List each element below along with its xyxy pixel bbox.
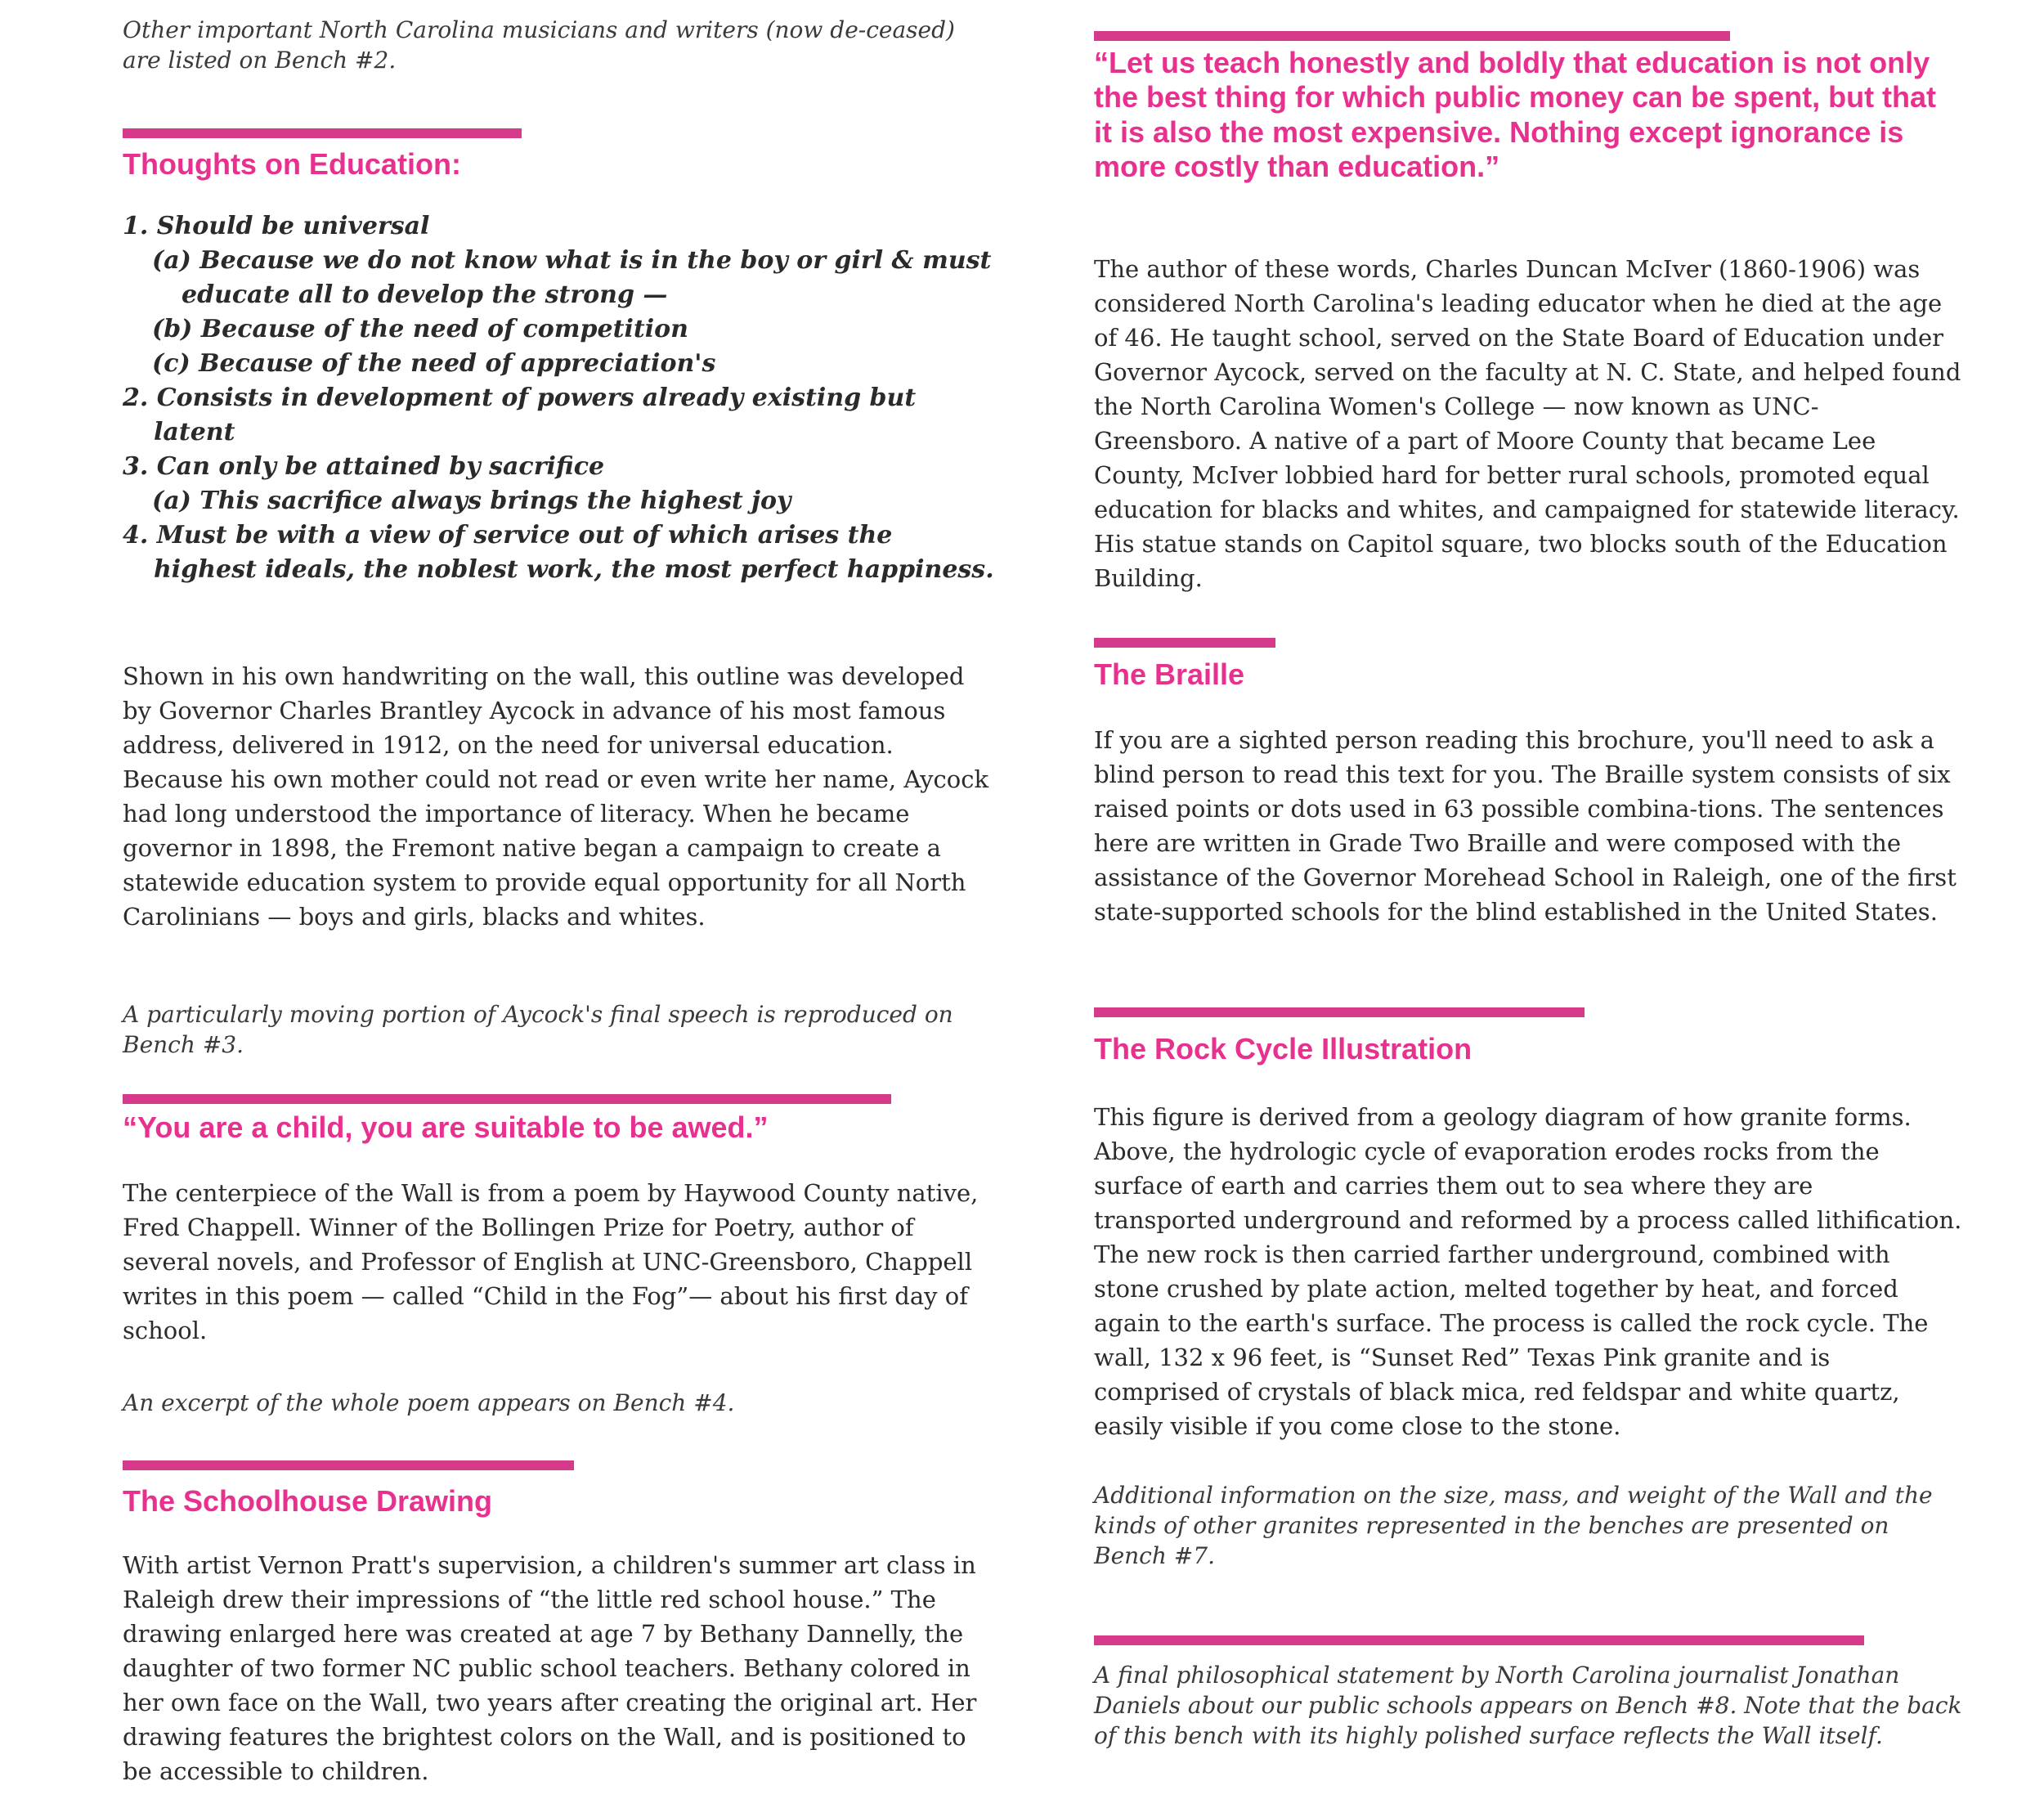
section-rule	[1094, 1007, 1585, 1017]
aycock-note: A particularly moving portion of Aycock's final speech is reproduced on Bench #3.	[123, 1001, 953, 1058]
education-outline	[123, 209, 997, 587]
outline-subitem: (b) Because of the need of competition	[152, 315, 688, 343]
chappell-paragraph: The centerpiece of the Wall is from a poem by Haywood County native, Fred Chappell. Winner of the Bollingen Prize for Poetry, author of several novels, and Professor of English at UNC-Greensboro, Chappell writes in this poem — called “Child in the Fog”— about his first day of school.	[123, 1179, 979, 1344]
section-rule	[123, 128, 522, 138]
education-heading: Thoughts on Education:	[123, 147, 461, 181]
braille-paragraph: If you are a sighted person reading this brochure, you'll need to ask a blind person to read this text for you. The Braille system consists of six raised points or dots used in 63 possible combina-tions. The sentences here are written in Grade Two Braille and were composed with the assistance of the Governor Morehead School in Raleigh, one of the first state-supported schools for the blind established in the United States.	[1094, 726, 1957, 926]
poem-note: An excerpt of the whole poem appears on Bench #4.	[123, 1389, 735, 1416]
section-rule	[1094, 1635, 1864, 1645]
final-note: A final philosophical statement by North Carolina journalist Jonathan Daniels about our public schools appears on Bench #8. Note that the back of this bench with its highly polished surface reflects the Wall itself.	[1094, 1662, 1962, 1749]
outline-item: 2. Consists in development of powers already existing but latent	[123, 384, 917, 446]
mciver-quote-heading: “Let us teach honestly and boldly that education is not only the best thing for which public money can be spent, but that it is also the most expensive. Nothing except ignorance is more costly than education.”	[1094, 46, 1937, 184]
rock-cycle-note: Additional information on the size, mass, and weight of the Wall and the kinds of other granites represented in the benches are presented on Bench #7.	[1094, 1482, 1933, 1569]
braille-heading: The Braille	[1094, 657, 1245, 691]
schoolhouse-heading: The Schoolhouse Drawing	[123, 1484, 493, 1518]
section-rule	[123, 1460, 574, 1470]
outline-subitem: (a) Because we do not know what is in the boy or girl & must educate all to develop the strong —	[152, 246, 992, 309]
rock-cycle-heading: The Rock Cycle Illustration	[1094, 1032, 1472, 1066]
section-rule	[1094, 638, 1275, 648]
aycock-paragraph: Shown in his own handwriting on the wall, this outline was developed by Governor Charles Brantley Aycock in advance of his most famous address, delivered in 1912, on the need for universal education. Because his own mother could not read or even write her name, Aycock had long understood the importance of literacy. When he became governor in 1898, the Fremont native began a campaign to create a statewide education system to provide equal opportunity for all North Carolinians — boys and girls, blacks and whites.	[123, 662, 989, 931]
outline-subitem: (c) Because of the need of appreciation's	[152, 349, 716, 378]
outline-item: 1. Should be universal	[123, 212, 430, 240]
child-quote-heading: “You are a child, you are suitable to be awed.”	[123, 1110, 769, 1144]
rock-cycle-paragraph: This figure is derived from a geology diagram of how granite forms. Above, the hydrologic cycle of evaporation erodes rocks from the surface of earth and carries them out to sea where they are transported underground and reformed by a process called lithification. The new rock is then carried farther underground, combined with stone crushed by plate action, melted together by heat, and forced again to the earth's surface. The process is called the rock cycle. The wall, 132 x 96 feet, is “Sunset Red” Texas Pink granite and is comprised of crystals of black mica, red feldspar and white quartz, easily visible if you come close to the stone.	[1094, 1103, 1962, 1440]
section-rule	[1094, 31, 1730, 41]
mciver-paragraph: The author of these words, Charles Duncan McIver (1860-1906) was considered North Carolina's leading educator when he died at the age of 46. He taught school, served on the State Board of Education under Governor Aycock, served on the faculty at N. C. State, and helped found the North Carolina Women's College — now known as UNC-Greensboro. A native of a part of Moore County that became Lee County, McIver lobbied hard for better rural schools, promoted equal education for blacks and whites, and campaigned for statewide literacy. His statue stands on Capitol square, two blocks south of the Education Building.	[1094, 255, 1961, 592]
schoolhouse-paragraph: With artist Vernon Pratt's supervision, a children's summer art class in Raleigh drew their impressions of “the little red school house.” The drawing enlarged here was created at age 7 by Bethany Dannelly, the daughter of two former NC public school teachers. Bethany colored in her own face on the Wall, two years after creating the original art. Her drawing features the brightest colors on the Wall, and is positioned to be accessible to children.	[123, 1551, 977, 1785]
outline-item: 4. Must be with a view of service out of which arises the highest ideals, the noblest work, the most perfect happiness.	[123, 521, 994, 584]
intro-note: Other important North Carolina musicians and writers (now de-ceased) are listed on Bench #2.	[123, 16, 955, 74]
outline-item: 3. Can only be attained by sacrifice	[123, 452, 605, 481]
section-rule	[123, 1094, 891, 1104]
outline-subitem: (a) This sacrifice always brings the highest joy	[152, 487, 791, 515]
